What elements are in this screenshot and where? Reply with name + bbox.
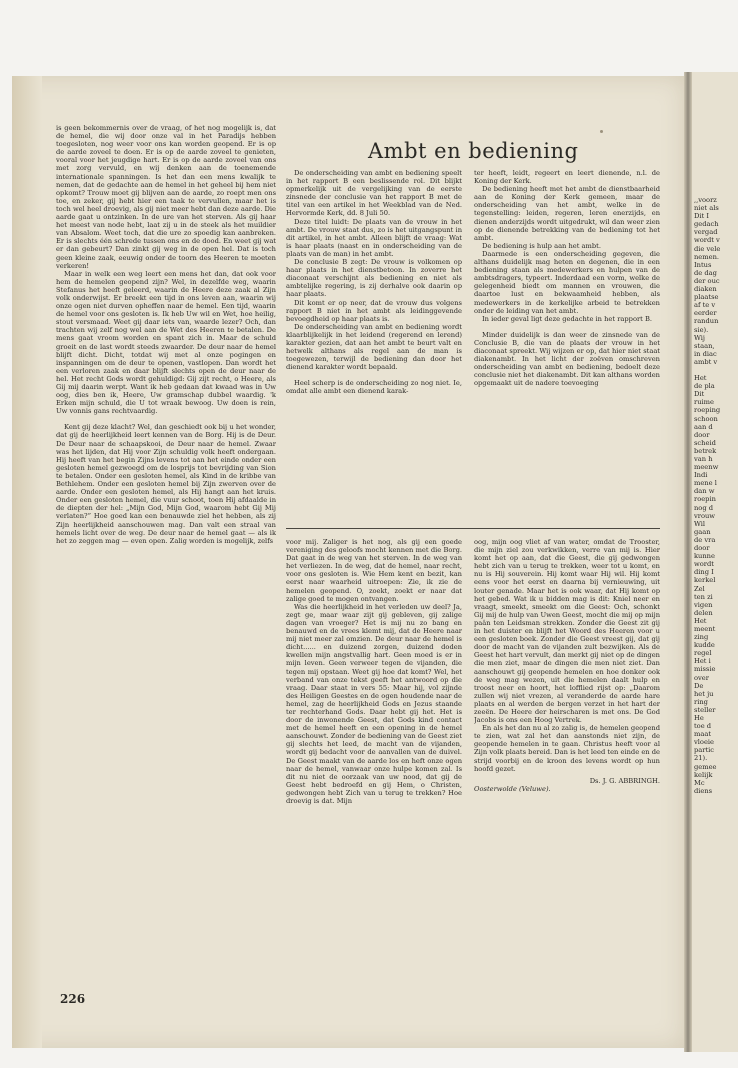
next-page-line: dan w xyxy=(694,487,715,496)
next-page-fragment xyxy=(692,72,738,1052)
next-page-line: meenw xyxy=(694,463,719,472)
col2-paragraph: Deze titel luidt: De plaats van de vrouw in het ambt. De vrouw staat dus, zo is het uitgangspunt in dit artikel, in het ambt. Alleen blijft de vraag: Wat is haar plaats (naast en in onderscheiding van de plaats van de man) in het ambt. xyxy=(286,217,462,258)
author-place: Oosterwolde (Veluwe). xyxy=(474,784,551,793)
next-page-line: He xyxy=(694,714,704,722)
next-page-line: gaan xyxy=(694,527,711,536)
next-page-line: wordt xyxy=(694,560,714,569)
next-page-line: regel xyxy=(694,649,712,658)
next-page-line: de pla xyxy=(694,382,715,391)
col3-paragraph: Daarmede is een onderscheiding gegeven, die althans duidelijk mag heten en degenen, die in een bediening staan als medewerkers en hulpen van de ambtsdragers, typeert. Inderdaad een vorm, welke de gelegenheid biedt om mannen en vrouwen, die daartoe lust en bekwaamheid hebben, als medewerkers in de kerkelijke arbeid te betrekken onder de leiding van het ambt. xyxy=(474,249,660,315)
next-page-line: ten zi xyxy=(694,592,713,601)
next-page-line: niet als xyxy=(694,204,719,213)
next-page-line: vergad xyxy=(694,228,718,237)
col3-paragraph: ter heeft, leidt, regeert en leert dienende, n.l. de Koning der Kerk. xyxy=(474,169,660,186)
next-page-line: maat xyxy=(694,730,712,739)
col3-paragraph: De bediening is hulp aan het ambt. xyxy=(482,241,601,250)
col2-paragraph: Heel scherp is de onderscheiding zo nog niet. Ie, omdat alle ambt een dienend karak- xyxy=(286,379,462,396)
next-page-line: aan d xyxy=(694,422,713,431)
next-page-line: plaatse xyxy=(694,293,719,302)
next-page-line: door xyxy=(694,544,710,553)
next-page-line: ambt v xyxy=(694,357,718,366)
next-page-line: gemee xyxy=(694,762,717,771)
next-page-line: missie xyxy=(694,665,716,674)
book-gutter xyxy=(684,72,692,1052)
col2-paragraph: Dit komt er op neer, dat de vrouw dus volgens rapport B niet in het ambt als leidinggevende bevoegdheid op haar plaats is. xyxy=(286,298,462,323)
col2-paragraph: De onderscheiding van ambt en bediening wordt klaarblijkelijk in het leidend (regerend en lerend) karakter gezien, dat aan het ambt te beurt valt en hetwelk althans als regel aan de man is toegewezen, terwijl de bediening dan door het dienend karakter wordt bepaald. xyxy=(286,322,462,372)
col2b-paragraph: Was die heerlijkheid in het verleden uw deel? Ja, zegt ge, maar waar zijt gij gebleven, gij zalige dagen van vroeger? Het is mij nu zo bang en benauwd en de vrees klemt mij, dat de Heere naar mij niet meer zal omzien. De deur naar de hemel is dicht...... en duizend zorgen, duizend doden kwellen mijn angstvallig hart. Geen moed is er in mijn leven. Geen verweer tegen de vijanden, die tegen mij opstaan. Weet gij hoe dat komt? Wel, het verband van onze tekst geeft het antwoord op die vraag. Daar staat in vers 55: Maar hij, vol zijnde des Heiligen Geestes en de ogen houdende naar de hemel, zag de heerlijkheid Gods en Jezus staande ter rechterhand Gods. Daar hebt gij het. Het is door de inwonende Geest, dat Gods kind contact met de hemel heeft en een opening in de hemel aanschouwt. Zonder de bediening van de Geest ziet gij slechts het leed, de macht van de vijanden, wordt gij bedacht voor de aanvallen van de duivel. De Geest maakt van de aarde los en heft onze ogen naar de hemel, vanwaar onze hulpe komen zal. Is dit nu niet de oorzaak van uw nood, dat gij de Geest hebt bedroefd en gij Hem, o Christen, gedwongen hebt Zich van u terug te trekken? Hoe droevig is dat. Mijn xyxy=(286,602,462,805)
next-page-line: die vele xyxy=(694,244,721,253)
col1-paragraph: is geen bekommernis over de vraag, of het nog mogelijk is, dat de hemel, die wij door onze val in het Paradijs hebben toegesloten, nog weer voor ons kan worden geopend. Er is op de aarde zoveel te doen. Er is op de aarde zoveel te genieten, vooral voor het jeugdige hart. Er is op de aarde zoveel van ons met zorg vervuld, en wij denken aan de toenemende internationale spanningen. Is het dan een mens kwalijk te nemen, dat de gedachte aan de hemel in het geheel bij hem niet opkomt? Trouw moet gij blijven aan de aarde, zo roept men ons toe, en zeker, gij hebt hier een taak te vervullen, maar het is toch wel heel droevig, als gij niet meer hebt dan deze aarde. Die aarde gaat u ontzinken. In de ure van het sterven. Als gij haar het meest van node hebt, laat zij u in de steek als het muildier van Absalom. Weet toch, dat die ure zo spoedig kan aanbreken. Er is slechts één schrede tussen ons en de dood. En weet gij wat er dan gebeurt? Dan zinkt gij weg in de open hel. Dat is toch geen kleine zaak, eeuwig onder de toorn des Heeren te moeten verkeren! xyxy=(56,124,276,270)
column-3-top xyxy=(474,169,660,521)
next-page-line: kelijk xyxy=(694,770,713,779)
next-page-line: staan, xyxy=(694,341,715,350)
next-page-line: vrouw xyxy=(694,511,716,520)
next-page-line: Zel xyxy=(694,584,705,593)
next-page-line: meent xyxy=(694,624,716,633)
next-page-line: scheid xyxy=(694,438,716,447)
next-page-line: delen xyxy=(694,608,713,617)
next-page-line: wordt v xyxy=(694,236,720,245)
next-page-line: Dit I xyxy=(694,212,709,221)
col1-paragraph: Maar in welk een weg leert een mens het dan, dat ook voor hem de hemelen geopend zijn? Wel, in dezelfde weg, waarin Stefanus het heeft geleerd, waarin de Heere deze zaak al Zijn volk onderwijst. Er breekt een tijd in ons leven aan, waarin wij onze ogen niet durven opheffen naar de hemel. Een tijd, waarin de hemel voor ons gesloten is. Ik heb Uw wil en Wet, hoe heilig, stout versmaad. Weet gij daar iets van, waarde lezer? Och, dan trachten wij zelf nog wel aan de Wet des Heeren te betalen. De mens gaat vroom worden en spant zich in. Maar de schuld groeit en de last wordt steeds zwaarder. De deur naar de hemel blijft dicht. Dicht, totdat wij met al onze pogingen en inspanningen om de deur te openen, vastlopen. Dan wordt het een verloren zaak en daar blijft slechts open de deur naar de hel. Het recht Gods wordt gehuldigd: Gij zijt recht, o Heere, als Gij mij daarin werpt. Want ik heb gedaan dat kwaad was in Uw oog, dies ben ik, Heere, Uw gramschap dubbel waardig. 'k Erken mijn schuld, die U tot wraak bewoog. Uw doen is rein, Uw vonnis gans rechtvaardig. xyxy=(56,269,276,416)
next-page-line: de vra xyxy=(694,535,716,544)
next-page-line: sie). xyxy=(694,325,709,334)
next-page-line: over xyxy=(694,673,709,682)
next-page-line: randun xyxy=(694,317,719,326)
next-page-line: diaken xyxy=(694,285,717,294)
next-page-line: roepin xyxy=(694,495,716,504)
col2b-paragraph: voor mij. Zaliger is het nog, als gij een goede vereniging des geloofs mocht kennen met die Borg. Dat gaat in de weg van het sterven. In de weg van het verliezen. In de weg, dat de hemel, naar recht, voor ons gesloten is. Wie Hem kent en bezit, kan eerst naar waarheid uitroepen: Zie, ik zie de hemelen geopend. O, zoekt, zoekt er naar dat zalige goed te mogen ontvangen. xyxy=(286,538,462,603)
next-page-line: kunne xyxy=(694,552,715,561)
next-page-line: De xyxy=(694,681,704,690)
author-signature: Ds. J. G. ABBRINGH. xyxy=(589,776,660,785)
next-page-line: in diac xyxy=(694,349,717,358)
col3-paragraph: In ieder geval ligt deze gedachte in het rapport B. xyxy=(482,314,653,323)
next-page-line: het ju xyxy=(694,689,714,698)
next-page-line: steller xyxy=(694,705,716,714)
next-page-line: gedach xyxy=(694,220,719,229)
col3b-paragraph: En als het dan nu al zo zalig is, de hemelen geopend te zien, wat zal het dan aanstonds niet zijn, de geopende hemelen in te gaan. Christus heeft voor al Zijn volk plaats bereid. Dan is het leed ten einde en de strijd voorbij en de kroon des levens wordt op hun hoofd gezet. xyxy=(474,724,660,773)
next-page-line: nemen. xyxy=(694,252,719,261)
next-page-line: Dit xyxy=(694,390,705,399)
col3b-paragraph: oog, mijn oog vliet af van water, omdat de Trooster, die mijn ziel zou verkwikken, verre van mij is. Hier komt het op aan, dat die Geest, die gij gedwongen hebt zich van u terug te trekken, weer tot u komt, en nu is Hij souverein. Hij komt waar Hij wil. Hij komt eens voor het eerst en daarna bij vernieuwing, uit louter genade. Maar het is ook waar, dat Hij komt op het gebed. Wat ik u bidden mag is dit: Kniel neer en vraagt, smeekt, smeekt om die Geest: Och, schonkt Gij mij de hulp van Uwen Geest, mocht die mij op mijn paân ten Leidsman strekken. Zonder die Geest zit gij in het duister en blijft het Woord des Heeren voor u een gesloten boek. Zonder die Geest vreest gij, dat gij door de macht van de vijanden zult bezwijken. Als de Geest het hart vervult, dan merkt gij niet op de dingen die men ziet, maar de dingen die men niet ziet. Dan aanschouwt gij geopende hemelen en hoe donker ook de weg mag wezen, uit die hemelen daalt hulp en troost neer en hoort, het lofflied rijst op: „Daarom zullen wij niet vrezen, al veranderde de aarde hare plaats en al werden de bergen verzet in het hart der zeeën. De Heere der heirscharen is met ons. De God Jacobs is ons een Hoog Vertrek. xyxy=(474,538,660,725)
col2-paragraph: De onderscheiding van ambt en bediening speelt in het rapport B een beslissende rol. Dit blijkt opmerkelijk uit de vergelijking van de eerste zinsnede der conclusie van het rapport B met de titel van een artikel in het Weekblad van de Ned. Hervormde Kerk, dd. 8 Juli 50. xyxy=(286,169,462,218)
col1-paragraph: Kent gij deze klacht? Wel, dan geschiedt ook bij u het wonder, dat gij de heerlijkheid leert kennen van de Borg. Hij is de Deur. De Deur naar de schaapskooi, de Deur naar de hemel. Zwaar was het lijden, dat Hij voor Zijn schuldig volk heeft ondergaan. Hij heeft van het begin Zijns levens tot aan het einde onder een gesloten hemel gezwoegd om de losprijs tot bevrijding van Sion te betalen. Onder een gesloten hemel, als Kind in de kribbe van Bethlehem. Onder een gesloten hemel bij Zijn zwerven over de aarde. Onder een gesloten hemel, als Hij hangt aan het kruis. Onder een gesloten hemel, die vuur schoot, toen Hij afdaalde in de diepten der hel: „Mijn God, Mijn God, waarom hebt Gij Mij verlaten?” Hoe goed kan een benauwde ziel het hebben, als zij Zijn heerlijkheid aanschouwen mag. Dan valt een straal van hemels licht over de weg. De deur naar de hemel gaat — als ik het zo zeggen mag — even open. Zalig worden is mogelijk, zelfs xyxy=(56,423,276,545)
next-page-line: Het i xyxy=(694,657,711,666)
next-page-line: Wil xyxy=(694,519,706,528)
next-page-line: door xyxy=(694,430,710,439)
next-page-line: kerkel xyxy=(694,576,716,585)
col3-paragraph: Minder duidelijk is dan weer de zinsnede van de Conclusie B, die van de plaats der vrouw in het diaconaat spreekt. Wij wijzen er op, dat hier niet staat diakenambt. In het licht der zoëven omschreven onderscheiding van ambt en bediening, bedoelt deze conclusie niet het diakenambt. Dit kan althans worden opgemaakt uit de nadere toevoeging xyxy=(474,330,660,388)
next-page-line: toe d xyxy=(694,722,712,731)
next-page-line: Mc xyxy=(694,778,705,787)
next-page-line: betrek xyxy=(694,446,717,455)
column-1 xyxy=(56,124,276,986)
next-page-line: vloeie xyxy=(694,738,714,747)
column-2-top xyxy=(286,169,462,521)
page-edge-shadow xyxy=(12,76,42,1048)
next-page-line: partic xyxy=(694,746,715,755)
column-3-bottom xyxy=(474,538,660,980)
next-page-line: Het xyxy=(694,616,707,625)
page-number: 226 xyxy=(60,992,86,1006)
column-2-bottom xyxy=(286,538,462,980)
next-page-line: der ouc xyxy=(694,276,720,285)
next-page-line: af te v xyxy=(694,301,716,310)
col2-paragraph: De conclusie B zegt: De vrouw is volkomen op haar plaats in het dienstbetoon. In zoverre het diaconaat verschijnt als bediening en niet als ambtelijke regering, is zij derhalve ook daarin op haar plaats. xyxy=(286,258,462,299)
next-page-line: Wij xyxy=(694,333,705,342)
next-page-line: kudde xyxy=(694,641,715,650)
next-page-line: 21). xyxy=(694,754,708,763)
next-page-line: ,,voorz xyxy=(694,196,717,204)
next-page-line: ruime xyxy=(694,398,714,407)
next-page-line: Indi xyxy=(694,471,708,480)
next-page-line: roeping xyxy=(694,406,721,415)
next-page-line: eerder xyxy=(694,309,717,318)
next-page-line xyxy=(694,366,738,374)
section-divider xyxy=(286,528,660,529)
next-page-line: Het xyxy=(694,374,707,383)
article-title: Ambt en bediening xyxy=(368,139,579,164)
next-page-line: de dag xyxy=(694,268,717,277)
next-page-line: ding I xyxy=(694,568,714,577)
next-page-line: vigen xyxy=(694,600,713,609)
next-page-line: Intus xyxy=(694,260,712,269)
next-page-column xyxy=(694,196,738,795)
next-page-line: diens xyxy=(694,786,713,795)
next-page-line: mene l xyxy=(694,479,717,488)
next-page-line: nog d xyxy=(694,503,714,512)
next-page-line: zing xyxy=(694,633,709,642)
next-page-line: van h xyxy=(694,455,713,463)
print-speck xyxy=(600,130,603,133)
col3-paragraph: De bediening heeft met het ambt de dienstbaarheid aan de Koning der Kerk gemeen, maar de onderscheiding van het ambt, welke in de tegenstelling: leiden, regeren, leren enerzijds, en dienen anderzijds wordt uitgedrukt, wil dan weer zien op de dienende betrekking van de bediening tot het ambt. xyxy=(474,185,660,242)
next-page-line: ring xyxy=(694,697,708,706)
next-page-line: schoon xyxy=(694,414,718,423)
